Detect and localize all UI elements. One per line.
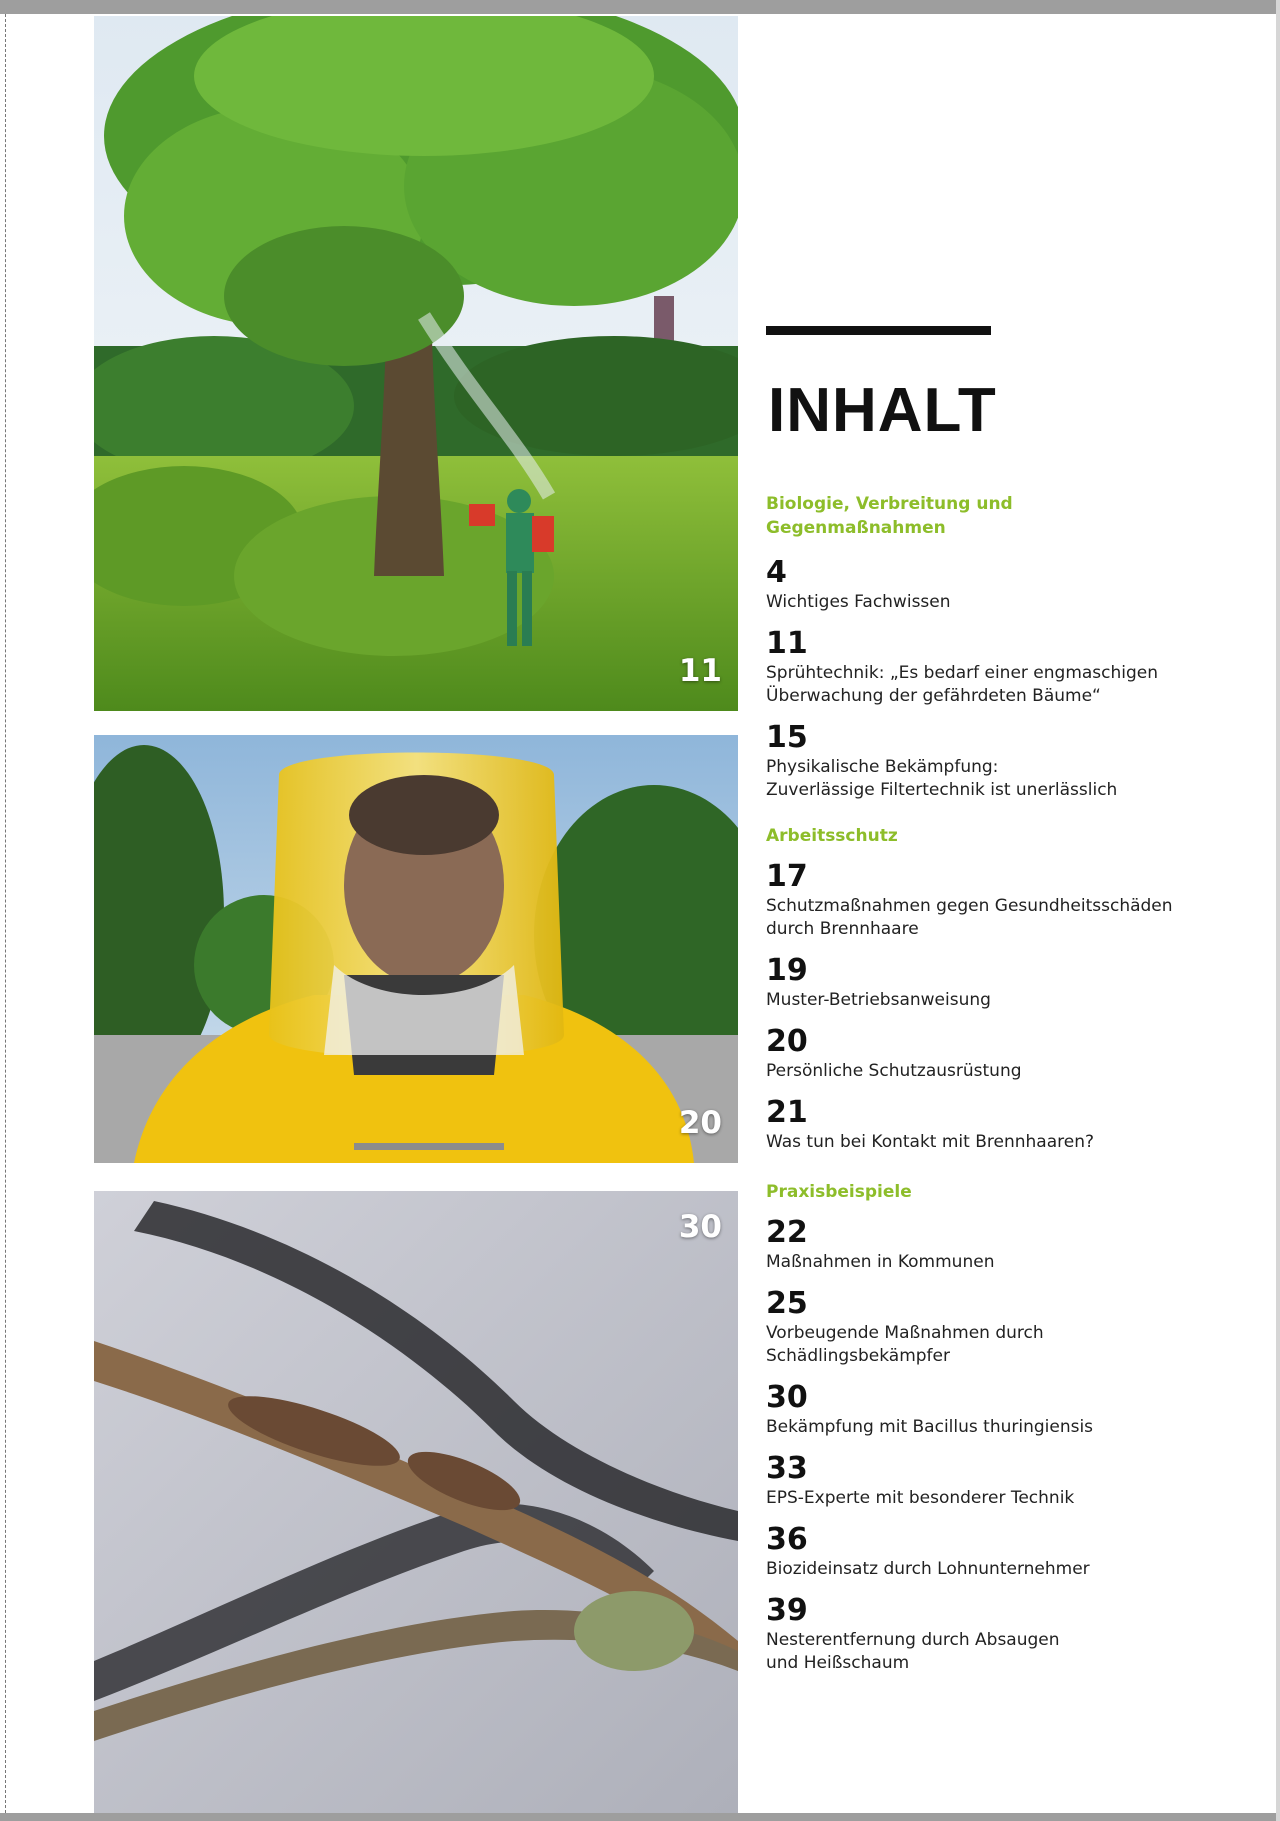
toc-entry[interactable] — [766, 1096, 1226, 1154]
toc-entry-page: 15 — [766, 720, 808, 755]
toc-entry-title: Was tun bei Kontakt mit Brennhaaren? — [766, 1132, 1094, 1152]
toc-entry-title: Nesterentfernung durch Absaugen und Heißschaum — [766, 1630, 1060, 1673]
toc-entry-title: Physikalische Bekämpfung: Zuverlässige Filtertechnik ist unerlässlich — [766, 757, 1118, 800]
crop-mark-line — [5, 14, 6, 1813]
toc-entry-page: 17 — [766, 859, 808, 894]
toc-entry[interactable] — [766, 1287, 1226, 1368]
toc-entry-page: 30 — [766, 1380, 808, 1415]
toc-entry[interactable] — [766, 627, 1226, 708]
toc-entry[interactable] — [766, 1025, 1226, 1083]
toc-entry-page: 19 — [766, 953, 808, 988]
toc-entry[interactable] — [766, 1216, 1226, 1274]
toc-entry-title: Wichtiges Fachwissen — [766, 592, 951, 612]
toc-entry-title: Persönliche Schutzausrüstung — [766, 1061, 1022, 1081]
toc-entry-title: Muster-Betriebsanweisung — [766, 990, 991, 1010]
toc-entry[interactable] — [766, 860, 1226, 941]
right-frame-edge — [1276, 0, 1280, 1821]
toc-entry-title: Sprühtechnik: „Es bedarf einer engmaschigen Überwachung der gefährdeten Bäume“ — [766, 663, 1159, 706]
toc-entry-title: Schutzmaßnahmen gegen Gesundheitsschäden durch Brennhaare — [766, 896, 1173, 939]
toc-entry-title: Maßnahmen in Kommunen — [766, 1252, 995, 1272]
toc-entry-title: Vorbeugende Maßnahmen durch Schädlingsbekämpfer — [766, 1323, 1044, 1366]
toc-entry-page: 33 — [766, 1451, 808, 1486]
section-heading-arbeitsschutz: Arbeitsschutz — [766, 826, 898, 846]
photo-page-label: 11 — [678, 653, 722, 689]
toc-entry[interactable] — [766, 1381, 1226, 1439]
toc-entry-page: 25 — [766, 1286, 808, 1321]
photo-tree-spraying — [94, 16, 738, 711]
toc-entry-page: 20 — [766, 1024, 808, 1059]
toc-entry-page: 22 — [766, 1215, 808, 1250]
section-heading-praxisbeispiele: Praxisbeispiele — [766, 1182, 912, 1202]
toc-entry-title: EPS-Experte mit besonderer Technik — [766, 1488, 1075, 1508]
page-title: INHALT — [768, 376, 997, 445]
toc-entry[interactable] — [766, 556, 1226, 614]
toc-entry[interactable] — [766, 721, 1226, 802]
tree-spraying-illustration — [94, 16, 738, 711]
caterpillar-branch-illustration — [94, 1191, 738, 1813]
photo-page-label: 30 — [678, 1209, 722, 1245]
toc-entry-title: Bekämpfung mit Bacillus thuringiensis — [766, 1417, 1094, 1437]
photo-page-label: 20 — [678, 1105, 722, 1141]
toc-entry-page: 4 — [766, 555, 787, 590]
toc-entry[interactable] — [766, 1523, 1226, 1581]
toc-entry-page: 11 — [766, 626, 808, 661]
photo-caterpillar-branch — [94, 1191, 738, 1813]
toc-entry-title: Biozideinsatz durch Lohnunternehmer — [766, 1559, 1090, 1579]
toc-entry[interactable] — [766, 1452, 1226, 1510]
toc-entry-page: 36 — [766, 1522, 808, 1557]
toc-entry[interactable] — [766, 954, 1226, 1012]
bottom-frame-bar — [0, 1813, 1276, 1821]
section-heading-biologie: Biologie, Verbreitung und Gegenmaßnahmen — [766, 494, 1013, 538]
protective-hood-illustration — [94, 735, 738, 1163]
title-rule — [766, 326, 991, 335]
toc-entry-page: 39 — [766, 1593, 808, 1628]
photo-protective-hood — [94, 735, 738, 1163]
top-frame-bar — [0, 0, 1276, 14]
toc-entry-page: 21 — [766, 1095, 808, 1130]
toc-entry[interactable] — [766, 1594, 1226, 1675]
